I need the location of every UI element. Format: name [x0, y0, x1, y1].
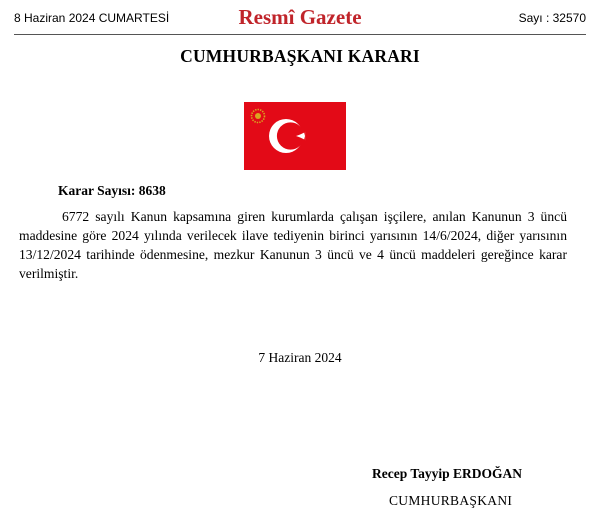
gazette-title: Resmî Gazete — [238, 5, 362, 29]
signer-name: Recep Tayyip ERDOĞAN — [372, 466, 523, 481]
decree-title: CUMHURBAŞKANI KARARI — [180, 46, 420, 66]
publication-date: 8 Haziran 2024 CUMARTESİ — [14, 11, 170, 25]
decree-number: Karar Sayısı: 8638 — [58, 183, 166, 198]
decree-date: 7 Haziran 2024 — [258, 350, 342, 365]
decree-body: 6772 sayılı Kanun kapsamına giren kurumlarda çalışan işçilere, anılan Kanunun 3 üncü maddesine göre 2024 yılında verilecek ilave tediyenin birinci yarısının 14/6/2024, diğer yarısının 13/12/2024 tarihinde ödenmesine, mezkur Kanunun 3 üncü ve 4 üncü maddeleri gereğince karar verilmiştir. — [19, 209, 567, 281]
issue-number: Sayı : 32570 — [518, 11, 586, 25]
signer-title: CUMHURBAŞKANI — [389, 493, 513, 508]
turkish-flag-icon — [244, 102, 346, 170]
header-divider — [14, 34, 586, 35]
gazette-header — [14, 0, 586, 34]
